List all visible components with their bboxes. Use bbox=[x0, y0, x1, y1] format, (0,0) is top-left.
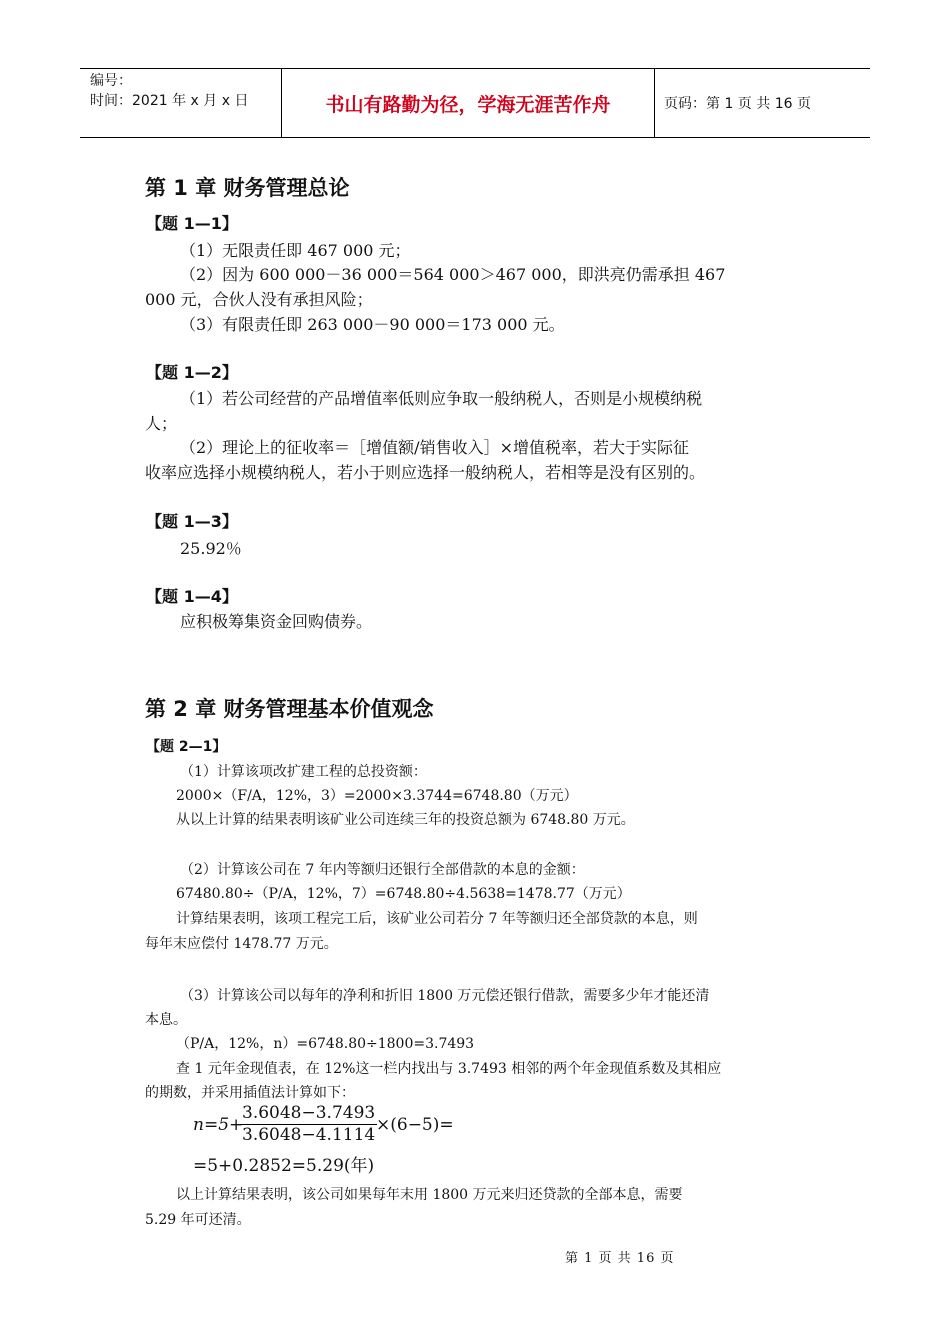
formula-numerator: 3.6048−3.7493 bbox=[242, 1103, 376, 1123]
q2-1-p6b: 每年末应偿付 1478.77 万元。 bbox=[145, 936, 338, 952]
header-motto: 书山有路勤为径，学海无涯苦作舟 bbox=[282, 69, 655, 137]
q2-1-p1: （1）计算该项改扩建工程的总投资额： bbox=[180, 764, 427, 780]
q2-1-p8: （P/A，12%，n）=6748.80÷1800=3.7493 bbox=[176, 1036, 475, 1052]
q1-1-line2b: 000 元，合伙人没有承担风险； bbox=[145, 290, 373, 309]
chapter-1-title: 第 1 章 财务管理总论 bbox=[145, 176, 350, 200]
q2-1-p9a: 查 1 元年金现值表，在 12%这一栏内找出与 3.7493 相邻的两个年金现值系数及其相应 bbox=[176, 1061, 722, 1077]
q1-1-line3: （3）有限责任即 263 000－90 000＝173 000 元。 bbox=[180, 315, 565, 334]
q1-1-line1: （1）无限责任即 467 000 元； bbox=[180, 241, 411, 260]
page-header bbox=[80, 68, 870, 138]
q2-1-p5: 67480.80÷（P/A，12%，7）=6748.80÷4.5638=1478.77（万元） bbox=[176, 886, 631, 902]
formula-fraction bbox=[240, 1103, 377, 1145]
formula-denominator: 3.6048−4.1114 bbox=[242, 1125, 376, 1145]
q1-4-answer: 应积极筹集资金回购债券。 bbox=[180, 612, 373, 631]
q1-2-line2b: 收率应选择小规模纳税人，若小于则应选择一般纳税人，若相等是没有区别的。 bbox=[145, 463, 706, 482]
header-page-number: 页码：第 1 页 共 16 页 bbox=[664, 96, 811, 112]
formula-line2: =5+0.2852=5.29(年) bbox=[193, 1156, 375, 1176]
q2-1-p7a: （3）计算该公司以每年的净利和折旧 1800 万元偿还银行借款，需要多少年才能还清 bbox=[180, 988, 710, 1004]
formula-lhs: n=5+ bbox=[193, 1115, 244, 1135]
chapter-2-title: 第 2 章 财务管理基本价值观念 bbox=[145, 697, 434, 721]
q2-1-p4: （2）计算该公司在 7 年内等额归还银行全部借款的本息的金额： bbox=[180, 862, 585, 878]
q2-1-p2: 2000×（F/A，12%，3）=2000×3.3744=6748.80（万元） bbox=[176, 788, 578, 804]
q1-2-line2a: （2）理论上的征收率＝［增值额/销售收入］×增值税率，若大于实际征 bbox=[180, 438, 689, 457]
q1-2-line1a: （1）若公司经营的产品增值率低则应争取一般纳税人，否则是小规模纳税 bbox=[180, 389, 703, 408]
question-1-4-label: 【题 1—4】 bbox=[146, 587, 238, 606]
q2-1-p3: 从以上计算的结果表明该矿业公司连续三年的投资总额为 6748.80 万元。 bbox=[176, 812, 635, 828]
question-1-2-label: 【题 1—2】 bbox=[146, 363, 238, 382]
q2-1-p6a: 计算结果表明，该项工程完工后，该矿业公司若分 7 年等额归还全部贷款的本息，则 bbox=[176, 911, 698, 927]
formula-rhs: ×(6−5)= bbox=[376, 1115, 454, 1135]
q2-1-p10b: 5.29 年可还清。 bbox=[145, 1212, 251, 1228]
q1-3-answer: 25.92％ bbox=[180, 539, 242, 558]
question-1-3-label: 【题 1—3】 bbox=[146, 512, 238, 531]
q2-1-p7b: 本息。 bbox=[145, 1012, 187, 1028]
question-2-1-label: 【题 2—1】 bbox=[146, 739, 227, 755]
q1-1-line2a: （2）因为 600 000－36 000＝564 000＞467 000，即洪亮仍需承担 467 bbox=[180, 265, 726, 284]
q2-1-p10a: 以上计算结果表明，该公司如果每年末用 1800 万元来归还贷款的全部本息，需要 bbox=[176, 1187, 683, 1203]
date-label: 时间：2021 年 x 月 x 日 bbox=[90, 93, 249, 109]
q2-1-p9b: 的期数，并采用插值法计算如下： bbox=[145, 1085, 355, 1101]
q1-2-line1b: 人； bbox=[145, 414, 178, 433]
question-1-1-label: 【题 1—1】 bbox=[146, 214, 238, 233]
header-info-cell bbox=[80, 69, 282, 137]
code-label: 编号： bbox=[90, 73, 132, 89]
page-footer: 第 1 页 共 16 页 bbox=[565, 1251, 675, 1266]
